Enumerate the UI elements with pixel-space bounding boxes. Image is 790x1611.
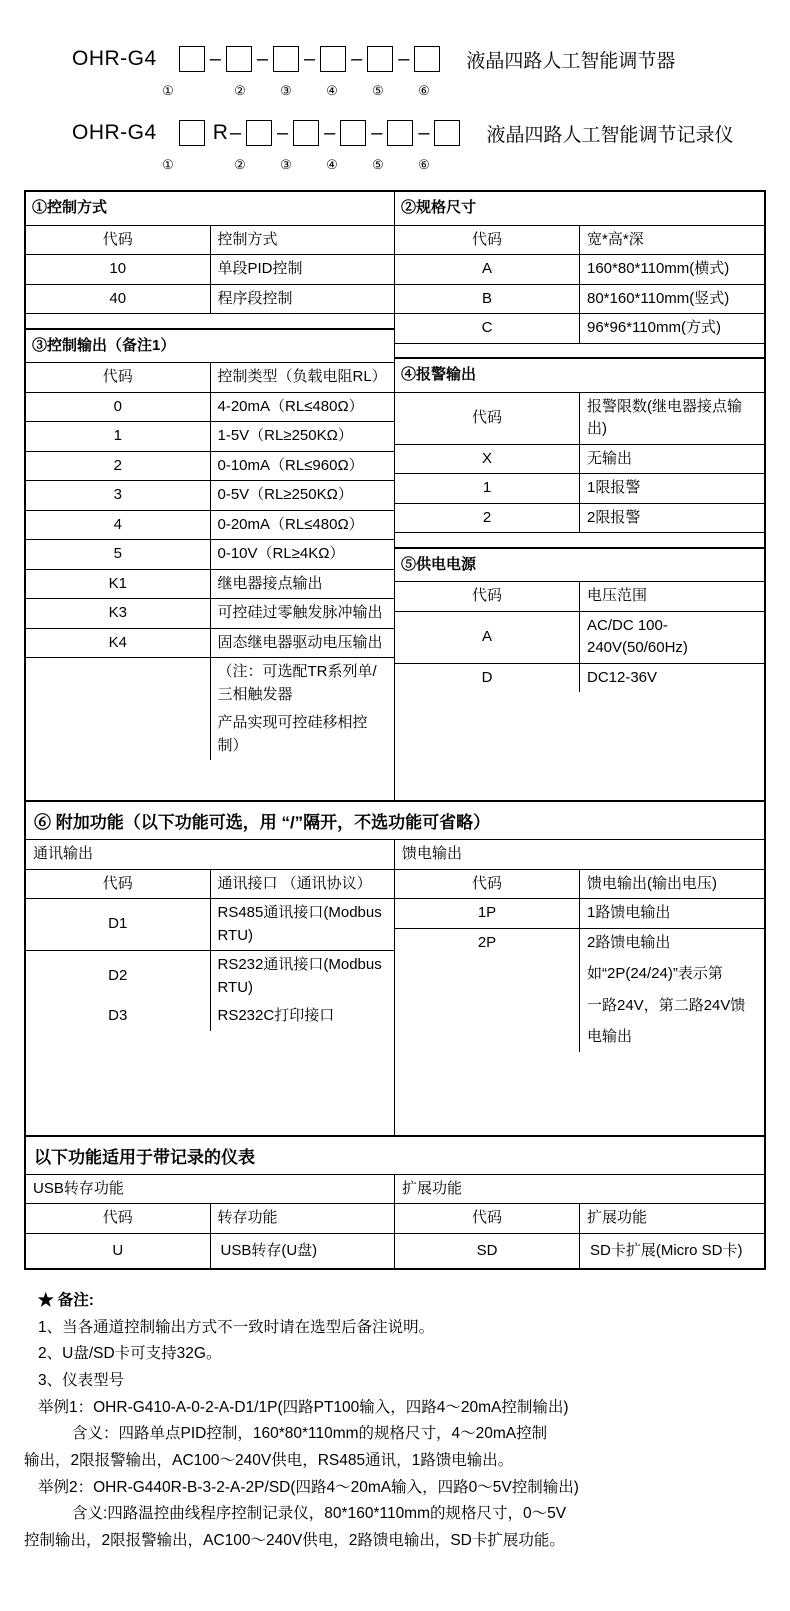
table-row	[395, 663, 764, 692]
dash-icon: –	[256, 47, 268, 70]
circle-label-1: ①	[162, 157, 174, 172]
section-6-right-code-0: 1P	[395, 899, 580, 929]
table-row	[395, 928, 764, 957]
section-3-code-1: 1	[26, 422, 210, 452]
table-row	[26, 422, 394, 452]
section-1-title: ①控制方式	[26, 192, 394, 225]
section-5-title: ⑤供电电源	[395, 548, 764, 582]
table-row	[395, 899, 764, 929]
section-1-table	[26, 192, 394, 328]
section-2-value-2: 96*96*110mm(方式)	[580, 314, 765, 344]
section-6-right-code-2	[395, 957, 580, 989]
circle-label-6: ⑥	[418, 157, 430, 172]
spec-block-upper	[26, 192, 764, 800]
spec-column-left	[26, 192, 395, 800]
section-2-head-value: 宽*高*深	[580, 225, 765, 255]
model-prefix-1: OHR-G4	[72, 47, 157, 70]
dash-icon: –	[324, 121, 336, 144]
model-r-suffix: R	[212, 121, 228, 144]
section-3-table	[26, 328, 394, 761]
section-4-value-2: 2限报警	[580, 503, 765, 533]
section-3-value-4: 0-20mA（RL≤480Ω）	[210, 510, 394, 540]
code-box-2-3[interactable]	[293, 120, 319, 146]
section-4-code-1: 1	[395, 474, 580, 504]
section-2-code-0: A	[395, 255, 580, 285]
section-5-head-code: 代码	[395, 582, 580, 612]
section-6-left-value-head: 通讯接口 （通讯协议）	[210, 869, 394, 899]
section-5-code-1: D	[395, 663, 580, 692]
section-7-left-value-0: USB转存(U盘)	[210, 1233, 394, 1268]
section-4-value-0: 无输出	[580, 444, 765, 474]
spacer	[395, 533, 764, 547]
circle-label-3: ③	[280, 157, 292, 172]
section-4-value-1: 1限报警	[580, 474, 765, 504]
table-row	[395, 314, 764, 344]
model-row-1	[0, 40, 790, 78]
table-row	[395, 503, 764, 533]
section-3-value-2: 0-10mA（RL≤960Ω）	[210, 451, 394, 481]
table-row	[26, 1233, 394, 1268]
section-5-value-1: DC12-36V	[580, 663, 765, 692]
circle-label-3: ③	[280, 83, 292, 98]
section-6-left-table	[26, 840, 394, 1135]
section-1-code-1: 40	[26, 284, 210, 314]
table-row	[395, 444, 764, 474]
section-7-right-value-0: SD卡扩展(Micro SD卡)	[580, 1233, 765, 1268]
section-6-left-head: 通讯输出	[26, 840, 394, 869]
section-2-value-1: 80*160*110mm(竖式)	[580, 284, 765, 314]
section-1-code-0: 10	[26, 255, 210, 285]
table-row	[395, 957, 764, 989]
table-row	[26, 510, 394, 540]
section-6-right-value-0: 1路馈电输出	[580, 899, 765, 929]
section-6-right-value-3: 一路24V，第二路24V馈	[580, 989, 765, 1021]
example-1-label: 举例1：OHR-G410-A-0-2-A-D1/1P(四路PT100输入，四路4～20mA控制输出)	[38, 1398, 569, 1416]
model-prefix-2: OHR-G4	[72, 121, 157, 144]
table-row	[395, 989, 764, 1021]
section-3-value-7: 可控硅过零触发脉冲输出	[210, 599, 394, 629]
table-row	[26, 658, 394, 710]
section-4-code-2: 2	[395, 503, 580, 533]
section-3-code-4: 4	[26, 510, 210, 540]
table-row	[26, 951, 394, 1003]
section-2-table	[395, 192, 764, 357]
section-2-value-0: 160*80*110mm(横式)	[580, 255, 765, 285]
dash-icon: –	[229, 121, 241, 144]
section-2-head-code: 代码	[395, 225, 580, 255]
example-1-meaning-line-1: 含义：四路单点PID控制，160*80*110mm的规格尺寸，4～20mA控制	[72, 1425, 548, 1443]
section-6-right-code-4	[395, 1020, 580, 1052]
section-7-block	[26, 1135, 764, 1269]
circle-labels-row-1	[0, 78, 790, 104]
model-code-block	[0, 0, 790, 178]
section-6-left-value-0: RS485通讯接口(Modbus RTU)	[210, 899, 394, 951]
code-box-1-3[interactable]	[273, 46, 299, 72]
section-4-code-0: X	[395, 444, 580, 474]
model-description-1: 液晶四路人工智能调节器	[466, 50, 676, 72]
section-3-value-3: 0-5V（RL≥250KΩ）	[210, 481, 394, 511]
section-6-left-code-2: D3	[26, 1002, 210, 1031]
section-3-title: ③控制输出（备注1）	[26, 329, 394, 363]
table-row	[395, 611, 764, 663]
section-4-title: ④报警输出	[395, 358, 764, 392]
specification-table	[24, 190, 766, 1270]
section-3-note-spacer-2	[26, 709, 210, 760]
example-2-meaning-line-1: 含义:四路温控曲线程序控制记录仪，80*160*110mm的规格尺寸，0～5V	[72, 1505, 567, 1523]
table-row	[26, 392, 394, 422]
section-4-head-value: 报警限数(继电器接点输出)	[580, 392, 765, 444]
section-3-code-8: K4	[26, 628, 210, 658]
section-1-head-code: 代码	[26, 225, 210, 255]
section-6-right	[395, 840, 764, 1135]
dash-icon: –	[303, 47, 316, 70]
code-box-1-5[interactable]	[367, 46, 393, 72]
dash-icon: –	[276, 121, 289, 144]
section-3-value-8: 固态继电器驱动电压输出	[210, 628, 394, 658]
section-7-right-value-head: 扩展功能	[580, 1204, 765, 1234]
model-description-2: 液晶四路人工智能调节记录仪	[486, 124, 734, 146]
section-3-value-5: 0-10V（RL≥4KΩ）	[210, 540, 394, 570]
model-row-2	[0, 114, 790, 152]
section-7-left-code-0: U	[26, 1233, 210, 1268]
section-7-left-head: USB转存功能	[26, 1175, 394, 1204]
table-row	[26, 569, 394, 599]
dash-icon: –	[351, 47, 363, 70]
circle-label-5: ⑤	[372, 157, 384, 172]
notes-title: ★ 备注:	[38, 1292, 94, 1309]
dash-icon: –	[371, 121, 383, 144]
section-3-head-value: 控制类型（负载电阻RL）	[210, 363, 394, 393]
section-3-value-1: 1-5V（RL≥250KΩ）	[210, 422, 394, 452]
section-3-value-6: 继电器接点输出	[210, 569, 394, 599]
dash-icon: –	[209, 47, 221, 70]
section-6-right-code-1: 2P	[395, 928, 580, 957]
code-box-2-4[interactable]	[340, 120, 366, 146]
dash-icon: –	[398, 47, 410, 70]
section-7-left-value-head: 转存功能	[210, 1204, 394, 1234]
section-6-left	[26, 840, 395, 1135]
note-item-3: 3、仪表型号	[38, 1371, 125, 1389]
table-row	[395, 1233, 764, 1268]
table-row	[26, 255, 394, 285]
section-6-left-value-2: RS232C打印接口	[210, 1002, 394, 1031]
section-3-note-line-1: （注：可选配TR系列单/三相触发器	[210, 658, 394, 710]
table-row	[26, 284, 394, 314]
section-3-code-2: 2	[26, 451, 210, 481]
code-box-1-1[interactable]	[179, 46, 205, 72]
spacer	[395, 343, 764, 357]
table-row	[26, 899, 394, 951]
section-7-left-code-head: 代码	[26, 1204, 210, 1234]
section-4-table	[395, 357, 764, 547]
table-row	[26, 451, 394, 481]
table-row	[26, 599, 394, 629]
table-row	[26, 1002, 394, 1031]
section-6-block	[26, 800, 764, 1135]
section-6-right-value-head: 馈电输出(输出电压)	[580, 869, 765, 899]
section-6-left-code-head: 代码	[26, 869, 210, 899]
section-6-title: ⑥ 附加功能（以下功能可选，用 “/”隔开，不选功能可省略）	[26, 800, 764, 840]
table-row	[26, 540, 394, 570]
table-row	[395, 1020, 764, 1052]
section-1-head-value: 控制方式	[210, 225, 394, 255]
spacer	[26, 314, 394, 328]
section-6-columns	[26, 840, 764, 1135]
example-2-label: 举例2：OHR-G440R-B-3-2-A-2P/SD(四路4～20mA输入，四路0～5V控制输出)	[38, 1478, 579, 1496]
section-5-code-0: A	[395, 611, 580, 663]
section-7-right-code-head: 代码	[395, 1204, 580, 1234]
code-box-1-6[interactable]	[414, 46, 440, 72]
section-6-right-code-3	[395, 989, 580, 1021]
section-1-value-0: 单段PID控制	[210, 255, 394, 285]
spec-column-right	[395, 192, 764, 800]
section-4-head-code: 代码	[395, 392, 580, 444]
note-item-1: 1、当各通道控制输出方式不一致时请在选型后备注说明。	[38, 1318, 435, 1336]
section-7-left-table	[26, 1175, 394, 1269]
note-item-2: 2、U盘/SD卡可支持32G。	[38, 1345, 222, 1363]
section-5-value-0: AC/DC 100-240V(50/60Hz)	[580, 611, 765, 663]
code-box-1-2[interactable]	[226, 46, 252, 72]
spacer	[26, 1031, 394, 1135]
code-box-2-6[interactable]	[434, 120, 460, 146]
section-7-right-code-0: SD	[395, 1233, 580, 1268]
section-3-head-code: 代码	[26, 363, 210, 393]
section-5-head-value: 电压范围	[580, 582, 765, 612]
section-7-right	[395, 1175, 764, 1269]
table-row	[26, 709, 394, 760]
circle-label-2: ②	[234, 157, 246, 172]
circle-label-4: ④	[326, 83, 338, 98]
table-row	[395, 474, 764, 504]
table-row	[395, 255, 764, 285]
section-6-right-value-2: 如“2P(24/24)”表示第	[580, 957, 765, 989]
circle-labels-row-2	[0, 152, 790, 178]
section-3-note-spacer	[26, 658, 210, 710]
section-6-left-value-1: RS232通讯接口(Modbus RTU)	[210, 951, 394, 1003]
section-3-code-7: K3	[26, 599, 210, 629]
section-7-right-head: 扩展功能	[395, 1175, 764, 1204]
example-2-meaning-line-2: 控制输出，2限报警输出，AC100～240V供电，2路馈电输出，SD卡扩展功能。	[24, 1531, 565, 1549]
table-row	[26, 481, 394, 511]
section-3-code-6: K1	[26, 569, 210, 599]
spacer	[395, 692, 764, 800]
section-2-code-1: B	[395, 284, 580, 314]
section-3-value-0: 4-20mA（RL≤480Ω）	[210, 392, 394, 422]
section-7-columns	[26, 1175, 764, 1269]
section-7-title: 以下功能适用于带记录的仪表	[26, 1135, 764, 1175]
table-row	[26, 628, 394, 658]
section-6-right-head: 馈电输出	[395, 840, 764, 869]
section-6-right-code-head: 代码	[395, 869, 580, 899]
dash-icon: –	[418, 121, 430, 144]
section-3-code-0: 0	[26, 392, 210, 422]
section-7-left	[26, 1175, 395, 1269]
section-7-right-table	[395, 1175, 764, 1269]
section-3-note-line-2: 产品实现可控硅移相控制）	[210, 709, 394, 760]
table-row	[395, 284, 764, 314]
circle-label-6: ⑥	[418, 83, 430, 98]
circle-label-4: ④	[326, 157, 338, 172]
example-1-meaning-line-2: 输出，2限报警输出，AC100～240V供电，RS485通讯，1路馈电输出。	[24, 1451, 514, 1469]
code-box-2-2[interactable]	[246, 120, 272, 146]
section-6-right-value-4: 电输出	[580, 1020, 765, 1052]
section-6-right-table	[395, 840, 764, 1052]
circle-label-5: ⑤	[372, 83, 384, 98]
section-6-right-value-1: 2路馈电输出	[580, 928, 765, 957]
section-2-code-2: C	[395, 314, 580, 344]
circle-label-1: ①	[162, 83, 174, 98]
section-2-title: ②规格尺寸	[395, 192, 764, 225]
code-box-2-1[interactable]	[179, 120, 205, 146]
code-box-1-4[interactable]	[320, 46, 346, 72]
section-6-left-code-0: D1	[26, 899, 210, 951]
section-3-code-5: 5	[26, 540, 210, 570]
section-5-table	[395, 547, 764, 801]
code-box-2-5[interactable]	[387, 120, 413, 146]
notes-block	[24, 1288, 766, 1555]
circle-label-2: ②	[234, 83, 246, 98]
section-3-code-3: 3	[26, 481, 210, 511]
section-1-value-1: 程序段控制	[210, 284, 394, 314]
section-6-left-code-1: D2	[26, 951, 210, 1003]
